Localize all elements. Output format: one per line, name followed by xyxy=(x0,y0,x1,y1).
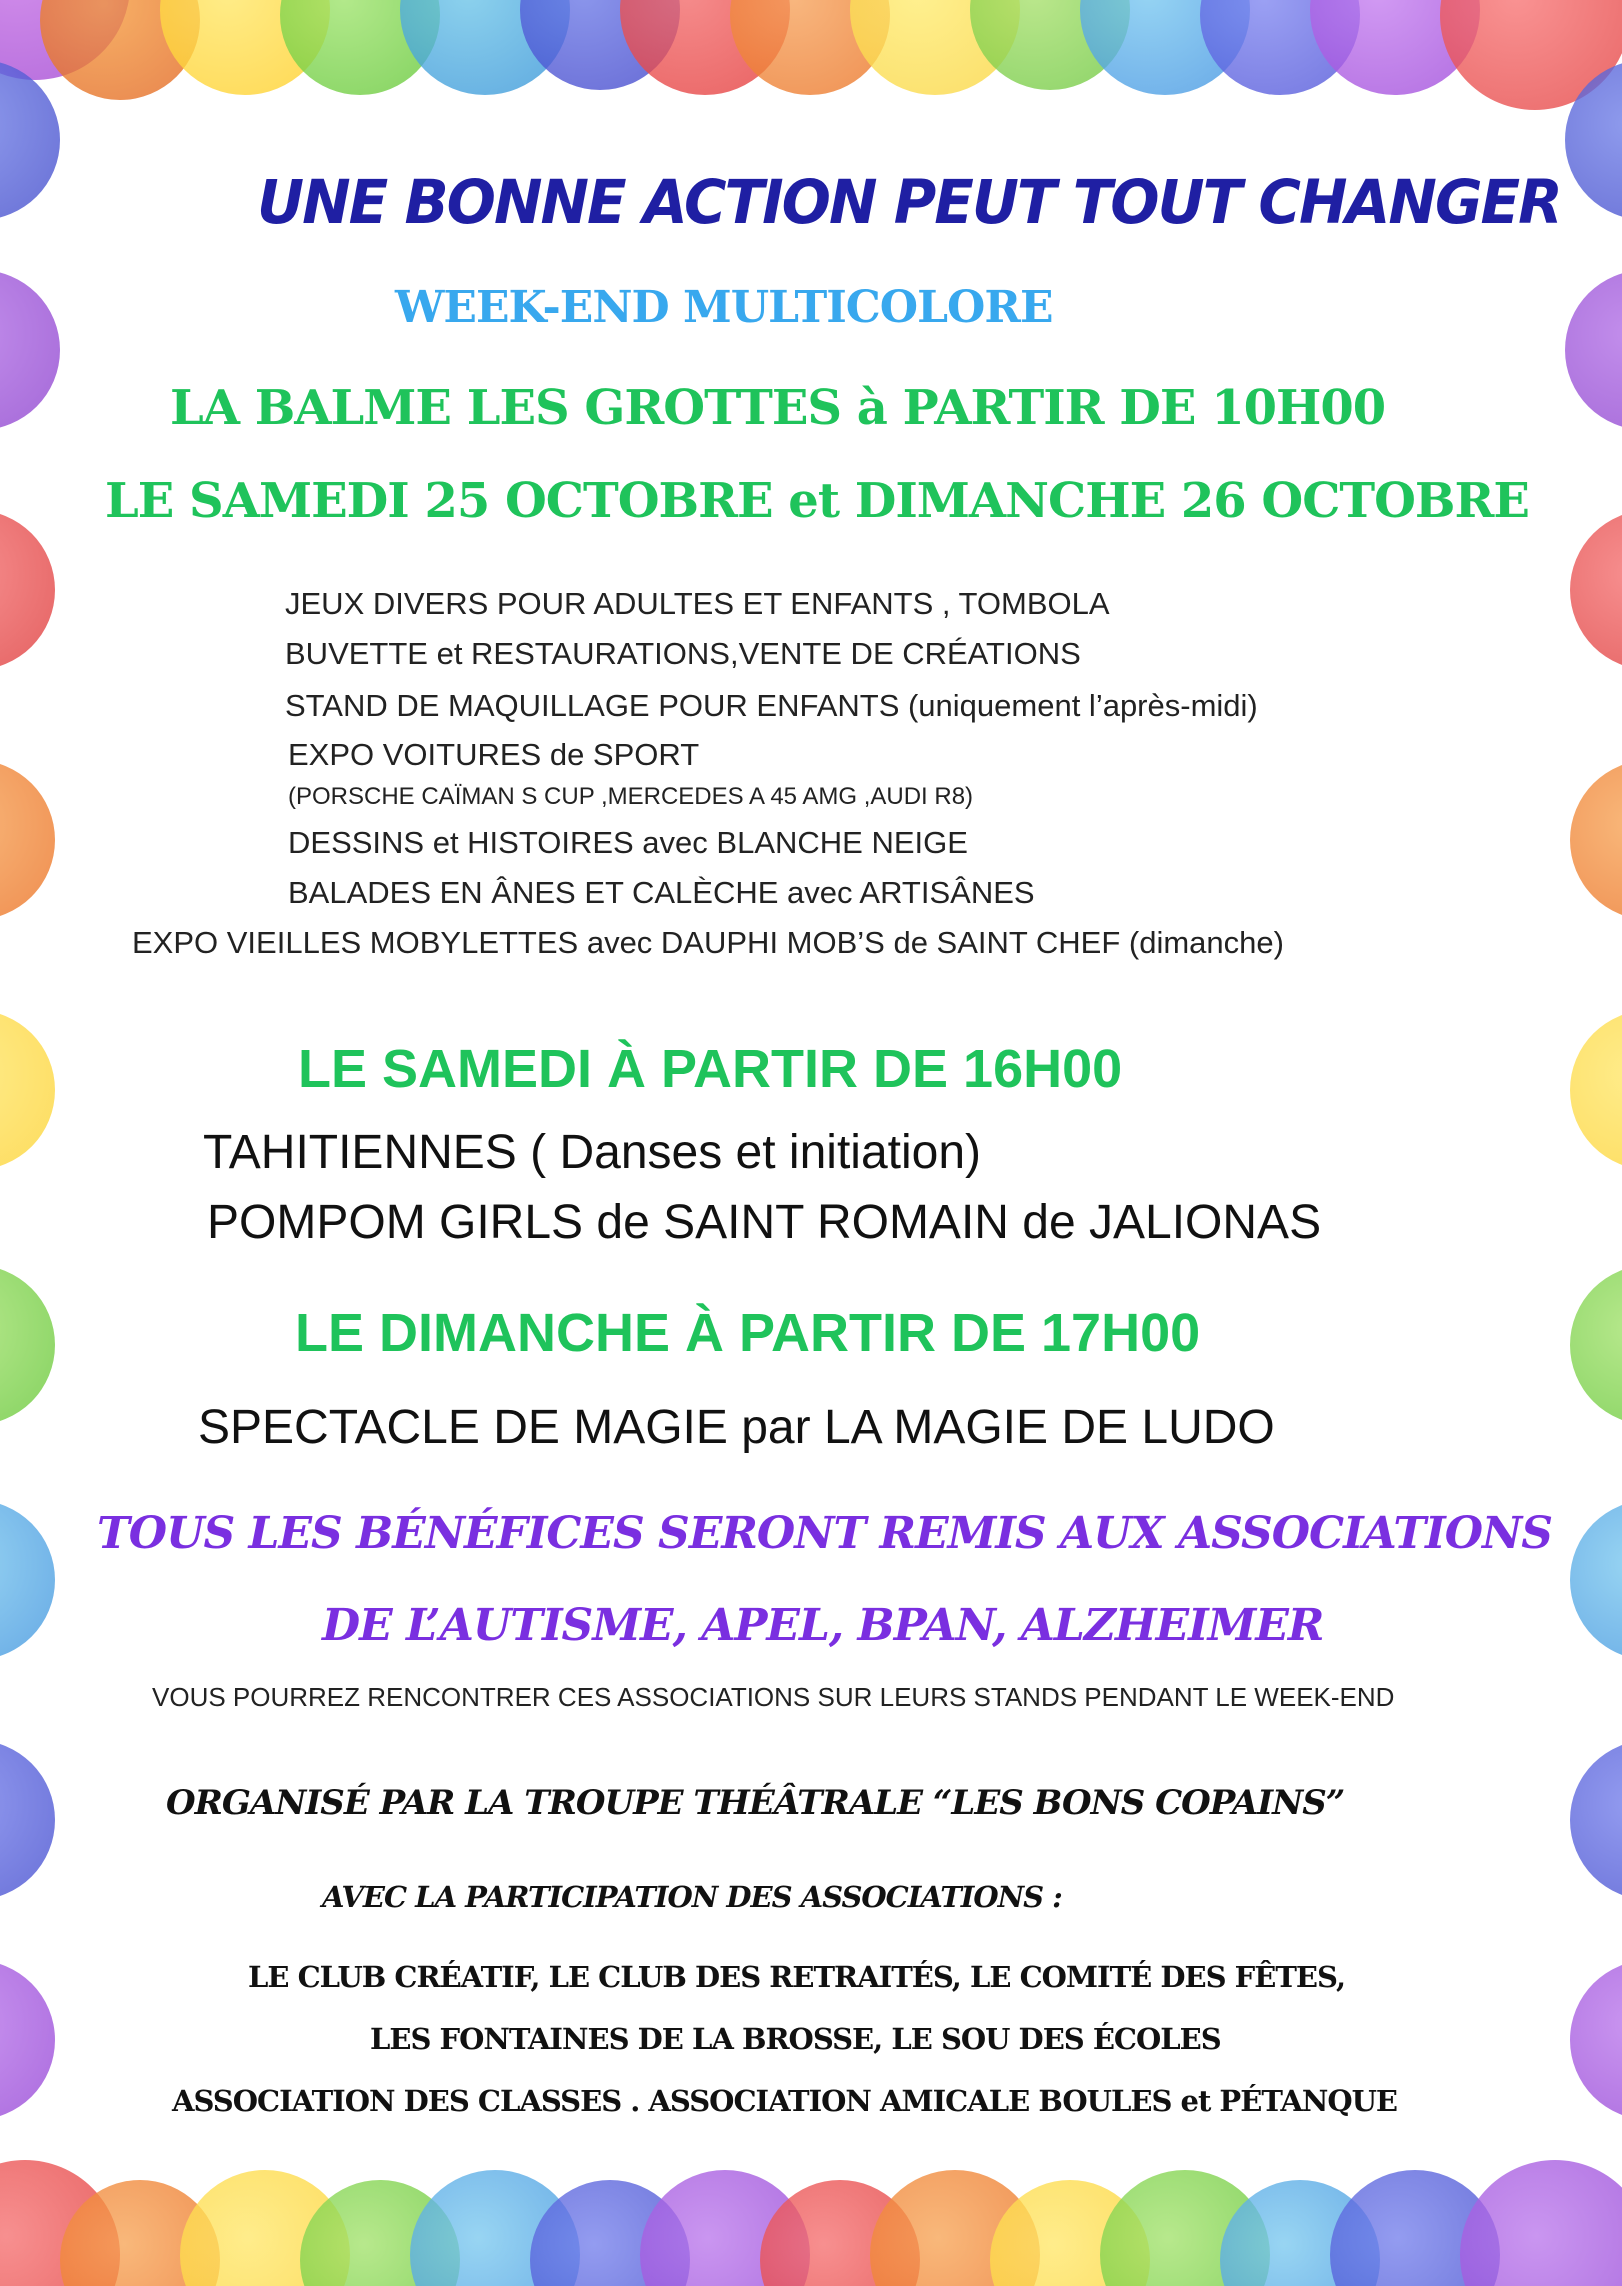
decor-circle-orange xyxy=(0,760,55,920)
event-location: LA BALME LES GROTTES à PARTIR DE 10H00 xyxy=(170,380,1386,436)
decor-circle-red xyxy=(0,510,55,670)
decor-circle-teal xyxy=(0,1500,55,1660)
benefits-note: VOUS POURREZ RENCONTRER CES ASSOCIATIONS SUR LEURS STANDS PENDANT LE WEEK-END xyxy=(152,1682,1395,1712)
activity-item: EXPO VIEILLES MOBYLETTES avec DAUPHI MOB’S de SAINT CHEF (dimanche) xyxy=(132,925,1284,960)
decor-circle-yellow xyxy=(0,1010,55,1170)
activity-item: BALADES EN ÂNES ET CALÈCHE avec ARTISÂNES xyxy=(288,875,1035,910)
saturday-heading: LE SAMEDI À PARTIR DE 16H00 xyxy=(298,1039,1123,1099)
association-line: LES FONTAINES DE LA BROSSE, LE SOU DES ÉCOLES xyxy=(370,2022,1221,2056)
poster-subtitle: WEEK-END MULTICOLORE xyxy=(395,282,1053,333)
activity-item: EXPO VOITURES de SPORT xyxy=(288,737,700,772)
event-dates: LE SAMEDI 25 OCTOBRE et DIMANCHE 26 OCTOBRE xyxy=(105,473,1529,529)
saturday-item: TAHITIENNES ( Danses et initiation) xyxy=(203,1126,982,1179)
activity-item: JEUX DIVERS POUR ADULTES ET ENFANTS , TOMBOLA xyxy=(285,586,1110,621)
decor-circle-blue xyxy=(0,1740,55,1900)
saturday-item: POMPOM GIRLS de SAINT ROMAIN de JALIONAS xyxy=(207,1196,1322,1249)
participation-heading: AVEC LA PARTICIPATION DES ASSOCIATIONS : xyxy=(322,1880,1062,1914)
poster-title: UNE BONNE ACTION PEUT TOUT CHANGER xyxy=(257,166,1561,238)
decor-circle-purple xyxy=(0,270,60,430)
activity-detail: (PORSCHE CAÏMAN S CUP ,MERCEDES A 45 AMG ,AUDI R8) xyxy=(288,783,974,810)
association-line: LE CLUB CRÉATIF, LE CLUB DES RETRAITÉS, LE COMITÉ DES FÊTES, xyxy=(248,1960,1346,1994)
decor-circle-purple xyxy=(0,1960,55,2120)
decor-circle-blue xyxy=(0,60,60,220)
association-line: ASSOCIATION DES CLASSES . ASSOCIATION AMICALE BOULES et PÉTANQUE xyxy=(172,2084,1397,2118)
activity-item: BUVETTE et RESTAURATIONS,VENTE DE CRÉATIONS xyxy=(285,636,1081,671)
benefits-line: DE L’AUTISME, APEL, BPAN, ALZHEIMER xyxy=(322,1600,1324,1651)
sunday-heading: LE DIMANCHE À PARTIR DE 17H00 xyxy=(295,1303,1201,1363)
decor-circle-green xyxy=(0,1265,55,1425)
benefits-line: TOUS LES BÉNÉFICES SERONT REMIS AUX ASSOCIATIONS xyxy=(97,1508,1553,1559)
activity-item: STAND DE MAQUILLAGE POUR ENFANTS (uniquement l’après-midi) xyxy=(285,688,1258,723)
sunday-item: SPECTACLE DE MAGIE par LA MAGIE DE LUDO xyxy=(198,1401,1275,1454)
organizer-line: ORGANISÉ PAR LA TROUPE THÉÂTRALE “LES BONS COPAINS” xyxy=(166,1783,1345,1823)
decor-circle-purple xyxy=(1460,2160,1622,2286)
activity-item: DESSINS et HISTOIRES avec BLANCHE NEIGE xyxy=(288,825,968,860)
